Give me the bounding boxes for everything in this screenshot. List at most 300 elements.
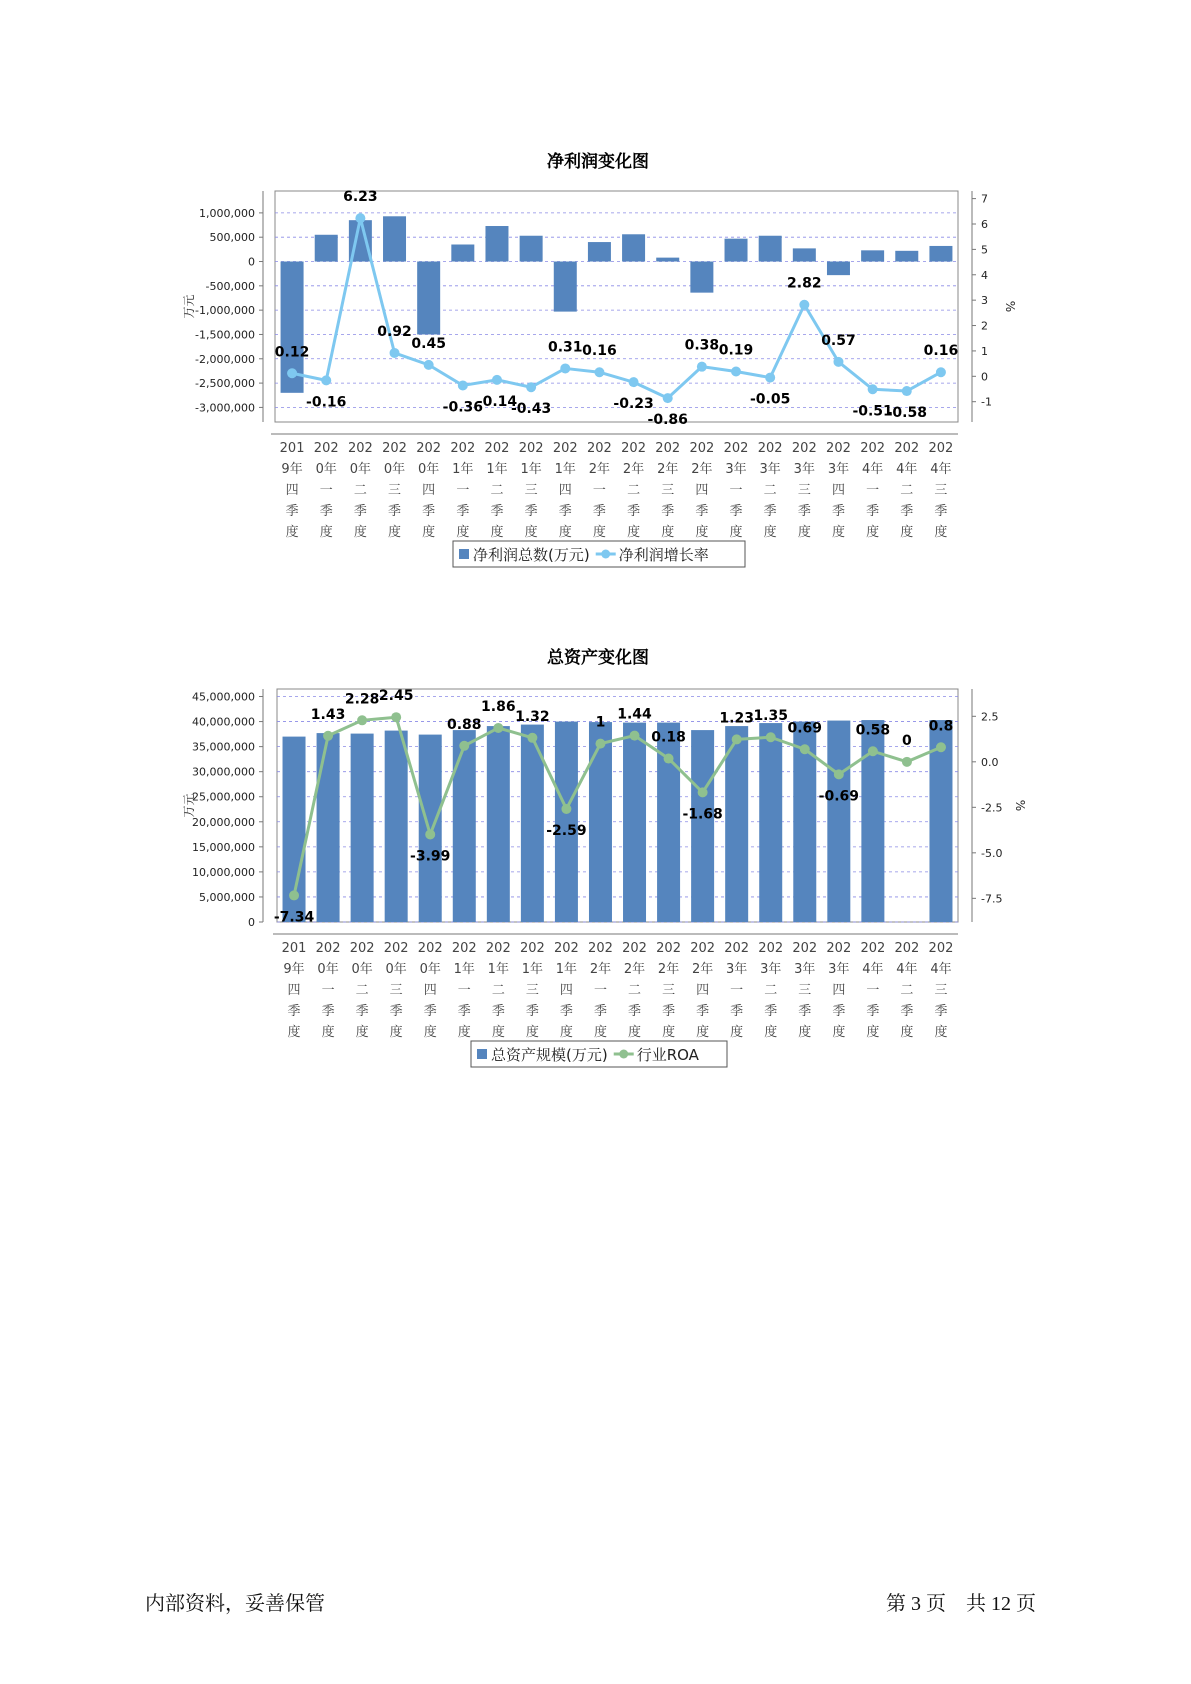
- point-label: 1.32: [515, 708, 550, 725]
- left-tick-label: 5,000,000: [199, 890, 255, 904]
- left-tick-label: -3,000,000: [195, 401, 255, 415]
- point-label: 1.23: [719, 710, 754, 727]
- category-label-line: 202: [928, 941, 954, 956]
- category-label-line: 202: [689, 441, 715, 456]
- category-label-line: 二: [491, 983, 505, 998]
- left-tick-label: 25,000,000: [192, 790, 255, 804]
- category-label-line: 202: [622, 941, 647, 956]
- y2-axis-label: %: [1003, 300, 1017, 313]
- right-tick-label: 2.5: [981, 710, 999, 724]
- line-point: [321, 375, 331, 385]
- category-label: [860, 941, 885, 1040]
- right-tick-label: 3: [981, 294, 988, 308]
- bar: [453, 730, 476, 922]
- category-label-line: 1年: [453, 962, 475, 977]
- category-label-line: 202: [484, 441, 510, 456]
- category-label-line: 202: [382, 441, 407, 456]
- point-label: 0: [902, 732, 912, 749]
- category-label-line: 202: [383, 941, 409, 956]
- category-label-line: 202: [519, 941, 545, 956]
- category-label-line: 202: [587, 441, 612, 456]
- category-label-line: 202: [315, 941, 341, 956]
- line-point: [492, 375, 502, 385]
- page-prefix: 第: [886, 1593, 906, 1615]
- category-label-line: 季: [456, 504, 470, 519]
- legend-line-label: 净利润增长率: [618, 546, 709, 564]
- category-label-line: 4年: [896, 462, 918, 477]
- bar: [690, 262, 713, 293]
- category-label-line: 度: [457, 1025, 471, 1040]
- line-point: [390, 348, 400, 358]
- category-label-line: 1年: [486, 462, 508, 477]
- category-label-line: 一: [321, 983, 335, 998]
- bar: [487, 726, 510, 922]
- point-label: 0.12: [274, 344, 310, 361]
- category-label-line: 3年: [759, 462, 781, 477]
- category-label: [622, 941, 647, 1040]
- y-axis-label: 万元: [182, 294, 196, 319]
- category-label: [826, 441, 851, 540]
- category-label-line: 季: [353, 504, 367, 519]
- line-point: [765, 373, 775, 383]
- category-label-line: 度: [456, 525, 470, 540]
- line-point: [289, 890, 299, 900]
- category-label: [280, 441, 305, 540]
- category-label-line: 季: [321, 1004, 335, 1019]
- line-point: [868, 746, 878, 756]
- bar: [520, 236, 543, 262]
- category-label-line: 202: [518, 441, 544, 456]
- legend-line-marker: [601, 550, 610, 559]
- line-point: [936, 742, 946, 752]
- category-label-line: 1年: [452, 462, 474, 477]
- category-label: [895, 941, 920, 1040]
- point-label: -0.58: [886, 405, 927, 422]
- category-label-line: 度: [558, 525, 572, 540]
- category-label-line: 3年: [828, 962, 850, 977]
- category-label-line: 二: [355, 983, 369, 998]
- category-label-line: 2年: [691, 962, 714, 977]
- category-label-line: 一: [319, 483, 333, 498]
- line-point: [561, 804, 571, 814]
- chart-title: 净利润变化图: [547, 152, 649, 172]
- left-tick-label: -2,500,000: [195, 377, 255, 391]
- category-label-line: 三: [934, 483, 948, 498]
- line-point: [629, 377, 639, 387]
- line-point: [595, 739, 605, 749]
- point-label: 1.44: [617, 706, 652, 723]
- point-label: 0.16: [923, 343, 959, 360]
- bar: [691, 730, 714, 922]
- y2-axis-label: %: [1013, 799, 1027, 812]
- line-point: [493, 723, 503, 733]
- category-label-line: 一: [866, 983, 880, 998]
- category-label-line: 4年: [930, 462, 952, 477]
- category-label-line: 202: [724, 941, 750, 956]
- page-number: 3: [911, 1593, 921, 1615]
- category-label: [282, 941, 307, 1040]
- category-label-line: 季: [866, 504, 880, 519]
- category-label-line: 9年: [283, 962, 305, 977]
- bar: [485, 226, 508, 262]
- category-label-line: 四: [285, 483, 299, 498]
- category-label-line: 二: [763, 483, 777, 498]
- category-label-line: 季: [730, 1004, 744, 1019]
- category-label-line: 度: [662, 1025, 676, 1040]
- category-label: [452, 941, 477, 1040]
- right-tick-label: 5: [981, 243, 988, 257]
- point-label: 0.57: [821, 332, 856, 349]
- right-tick-label: 7: [981, 192, 988, 206]
- bar: [419, 735, 442, 922]
- category-label-line: 202: [552, 441, 578, 456]
- category-label-line: 度: [763, 525, 777, 540]
- left-tick-label: 30,000,000: [192, 765, 255, 779]
- category-label-line: 度: [934, 525, 948, 540]
- line-point: [424, 360, 434, 370]
- line-point: [355, 213, 365, 223]
- category-label-line: 度: [831, 525, 845, 540]
- left-tick-label: -500,000: [205, 279, 255, 293]
- bar: [383, 216, 406, 261]
- legend-line-label: 行业ROA: [636, 1046, 699, 1064]
- legend: [453, 541, 745, 567]
- category-label-line: 度: [593, 1025, 607, 1040]
- bar: [317, 733, 340, 922]
- line-point: [868, 384, 878, 394]
- category-label-line: 1年: [555, 962, 578, 977]
- left-tick-label: -1,500,000: [195, 328, 255, 342]
- category-label-line: 一: [457, 983, 471, 998]
- category-label-line: 度: [729, 525, 743, 540]
- category-label-line: 度: [490, 525, 504, 540]
- category-label-line: 季: [355, 1004, 369, 1019]
- category-label-line: 度: [592, 525, 606, 540]
- category-label-line: 202: [313, 441, 339, 456]
- category-label-line: 季: [627, 504, 641, 519]
- point-label: 0.19: [718, 342, 754, 359]
- category-label-line: 一: [456, 483, 470, 498]
- category-label-line: 度: [319, 525, 333, 540]
- category-label-line: 3年: [794, 962, 816, 977]
- category-label-line: 季: [695, 504, 709, 519]
- page-suffix: 页: [926, 1593, 946, 1615]
- legend-bar-label: 净利润总数(万元): [473, 546, 590, 564]
- category-label-line: 二: [490, 483, 504, 498]
- category-label-line: 度: [287, 1025, 301, 1040]
- category-label-line: 2年: [657, 962, 680, 977]
- category-label-line: 季: [593, 1004, 607, 1019]
- point-label: -7.34: [273, 909, 315, 926]
- bar: [861, 250, 884, 261]
- category-label-line: 季: [592, 504, 606, 519]
- bar: [589, 722, 612, 922]
- category-label: [554, 941, 579, 1040]
- bar: [793, 248, 816, 261]
- point-label: -0.43: [510, 401, 552, 418]
- category-label-line: 度: [900, 525, 914, 540]
- category-label-line: 季: [832, 1004, 846, 1019]
- point-label: 1.43: [310, 706, 346, 723]
- category-label-line: 4年: [896, 962, 918, 977]
- category-label-line: 度: [525, 1025, 539, 1040]
- category-label-line: 2年: [657, 462, 679, 477]
- bar: [929, 246, 952, 262]
- category-label-line: 1年: [554, 462, 576, 477]
- category-label: [655, 441, 680, 540]
- category-label: [758, 441, 783, 540]
- category-label-line: 二: [900, 483, 914, 498]
- category-label-line: 0年: [349, 462, 372, 477]
- category-label: [792, 941, 817, 1040]
- line-point: [902, 386, 912, 396]
- category-label-line: 202: [349, 941, 375, 956]
- chart-title: 总资产变化图: [547, 648, 649, 668]
- point-label: 0.58: [855, 722, 891, 739]
- category-label-line: 3年: [725, 462, 747, 477]
- line-point: [731, 366, 741, 376]
- line-point: [698, 787, 708, 797]
- category-label: [758, 941, 783, 1040]
- line-point: [799, 300, 809, 310]
- left-tick-label: 40,000,000: [192, 715, 255, 729]
- category-label-line: 度: [285, 525, 299, 540]
- category-label-line: 季: [558, 504, 572, 519]
- point-label: 0.88: [447, 716, 482, 733]
- category-label-line: 季: [491, 1004, 505, 1019]
- bar: [656, 258, 679, 262]
- category-label-line: 四: [558, 483, 572, 498]
- category-label-line: 2年: [588, 462, 611, 477]
- category-label-line: 度: [321, 1025, 335, 1040]
- bar: [351, 734, 374, 922]
- category-label-line: 季: [696, 1004, 710, 1019]
- legend-bar-label: 总资产规模(万元): [491, 1046, 608, 1064]
- category-label-line: 季: [490, 504, 504, 519]
- category-label: [690, 941, 715, 1040]
- line-point: [527, 733, 537, 743]
- category-label-line: 一: [729, 483, 743, 498]
- category-label-line: 三: [934, 983, 948, 998]
- category-label-line: 0年: [351, 962, 373, 977]
- category-label-line: 季: [900, 504, 914, 519]
- category-label-line: 季: [388, 504, 402, 519]
- line-point: [526, 382, 536, 392]
- point-label: 2.45: [378, 688, 414, 705]
- right-tick-label: -5.0: [981, 846, 1003, 860]
- category-label-line: 度: [866, 1025, 880, 1040]
- footer-confidential-note: 内部资料，妥善保管: [145, 1593, 325, 1615]
- left-tick-label: 0: [248, 916, 255, 929]
- line-point: [459, 741, 469, 751]
- category-label: [450, 441, 475, 540]
- line-point: [391, 712, 401, 722]
- category-label-line: 度: [832, 1025, 846, 1040]
- category-label-line: 度: [696, 1025, 710, 1040]
- point-label: 0.16: [582, 343, 617, 360]
- category-label-line: 202: [621, 441, 646, 456]
- bar: [725, 239, 748, 262]
- category-label-line: 季: [831, 504, 845, 519]
- category-label-line: 2年: [622, 462, 645, 477]
- bar: [315, 235, 338, 262]
- category-label-line: 4年: [862, 962, 884, 977]
- category-label-line: 2年: [623, 962, 646, 977]
- line-point: [323, 731, 333, 741]
- category-label-line: 度: [695, 525, 709, 540]
- line-point: [357, 715, 367, 725]
- legend-bar-swatch: [459, 549, 469, 559]
- bar: [827, 262, 850, 276]
- category-label-line: 季: [628, 1004, 642, 1019]
- category-label-line: 度: [900, 1025, 914, 1040]
- category-label: [553, 441, 578, 540]
- point-label: 0.8: [928, 718, 954, 735]
- category-label: [520, 941, 545, 1040]
- category-label-line: 季: [798, 1004, 812, 1019]
- line-point: [287, 368, 297, 378]
- bar: [588, 242, 611, 261]
- category-label: [486, 941, 511, 1040]
- legend-line-marker: [619, 1050, 628, 1059]
- point-label: 0.92: [377, 323, 412, 340]
- point-label: 0.18: [651, 729, 686, 746]
- left-tick-label: 45,000,000: [192, 690, 255, 704]
- category-label-line: 季: [422, 504, 436, 519]
- category-label-line: 季: [389, 1004, 403, 1019]
- category-label-line: 202: [588, 941, 613, 956]
- category-label-line: 202: [826, 441, 851, 456]
- category-label-line: 2年: [691, 462, 713, 477]
- category-label: [894, 441, 919, 540]
- category-label-line: 一: [866, 483, 880, 498]
- right-tick-label: 0.0: [981, 755, 999, 769]
- point-label: 0.31: [548, 339, 583, 356]
- category-label-line: 2年: [589, 962, 612, 977]
- category-label-line: 0年: [419, 962, 441, 977]
- category-label: [384, 941, 409, 1040]
- left-tick-label: -1,000,000: [195, 304, 255, 318]
- y-axis-label: 万元: [182, 793, 196, 818]
- category-label-line: 202: [451, 941, 477, 956]
- category-label: [588, 941, 613, 1040]
- bar: [759, 236, 782, 262]
- category-label-line: 季: [764, 1004, 778, 1019]
- category-label: [929, 441, 954, 540]
- category-label-line: 202: [723, 441, 749, 456]
- total-pages: 12: [991, 1593, 1011, 1615]
- category-label-line: 季: [662, 1004, 676, 1019]
- bar: [759, 723, 782, 922]
- left-tick-label: 1,000,000: [199, 206, 255, 220]
- category-label-line: 202: [792, 941, 818, 956]
- point-label: -0.36: [442, 399, 484, 416]
- point-label: 6.23: [343, 189, 378, 206]
- line-point: [630, 731, 640, 741]
- category-label: [826, 941, 851, 1040]
- left-tick-label: 15,000,000: [192, 840, 255, 854]
- category-label-line: 季: [900, 1004, 914, 1019]
- category-label-line: 四: [831, 483, 845, 498]
- category-label-line: 度: [388, 525, 402, 540]
- category-label-line: 3年: [726, 962, 748, 977]
- category-label: [418, 941, 443, 1040]
- category-label: [350, 941, 375, 1040]
- bar: [827, 721, 850, 922]
- bar: [725, 726, 748, 922]
- category-label-line: 202: [656, 941, 681, 956]
- line-point: [732, 734, 742, 744]
- category-label-line: 三: [524, 483, 538, 498]
- category-label-line: 202: [347, 441, 373, 456]
- bar: [623, 723, 646, 922]
- left-tick-label: 20,000,000: [192, 815, 255, 829]
- category-label: [348, 441, 373, 540]
- line-point: [800, 744, 810, 754]
- line-point: [834, 769, 844, 779]
- category-label-line: 0年: [385, 962, 407, 977]
- point-label: 2.28: [344, 691, 380, 708]
- line-point: [458, 380, 468, 390]
- category-label-line: 202: [416, 441, 442, 456]
- line-point: [425, 829, 435, 839]
- left-tick-label: 35,000,000: [192, 740, 255, 754]
- category-label-line: 一: [730, 983, 744, 998]
- category-label: [382, 441, 407, 540]
- category-label-line: 202: [690, 941, 716, 956]
- point-label: -1.68: [682, 806, 723, 823]
- bar: [451, 244, 474, 261]
- category-label-line: 季: [457, 1004, 471, 1019]
- bar: [622, 234, 645, 261]
- category-label-line: 202: [894, 941, 920, 956]
- right-tick-label: -1: [981, 395, 992, 409]
- category-label-line: 度: [866, 525, 880, 540]
- total-prefix: 共: [966, 1593, 986, 1615]
- point-label: -0.05: [749, 391, 791, 408]
- category-label-line: 季: [729, 504, 743, 519]
- footer-page-info: [886, 1587, 1036, 1616]
- point-label: 2.82: [787, 275, 822, 292]
- left-tick-label: -2,000,000: [195, 352, 255, 366]
- category-label-line: 度: [422, 525, 436, 540]
- category-label-line: 度: [730, 1025, 744, 1040]
- bar: [417, 262, 440, 335]
- total-assets-chart: [0, 640, 1191, 1090]
- category-label-line: 四: [832, 983, 846, 998]
- category-label-line: 度: [355, 1025, 369, 1040]
- category-label-line: 一: [592, 483, 606, 498]
- category-label-line: 四: [695, 483, 709, 498]
- category-label-line: 202: [655, 441, 681, 456]
- category-label-line: 季: [285, 504, 299, 519]
- bar: [555, 722, 578, 922]
- bar: [554, 262, 577, 312]
- left-tick-label: 0: [248, 255, 255, 269]
- category-label-line: 0年: [317, 962, 339, 977]
- category-label-line: 0年: [315, 462, 337, 477]
- category-label-line: 四: [696, 983, 710, 998]
- category-label-line: 季: [661, 504, 675, 519]
- right-tick-label: 1: [981, 344, 988, 358]
- category-label: [689, 441, 714, 540]
- category-label-line: 202: [758, 941, 784, 956]
- category-label-line: 度: [423, 1025, 437, 1040]
- line-point: [902, 757, 912, 767]
- category-label-line: 202: [757, 441, 783, 456]
- category-label-line: 202: [860, 441, 886, 456]
- category-label-line: 三: [797, 483, 811, 498]
